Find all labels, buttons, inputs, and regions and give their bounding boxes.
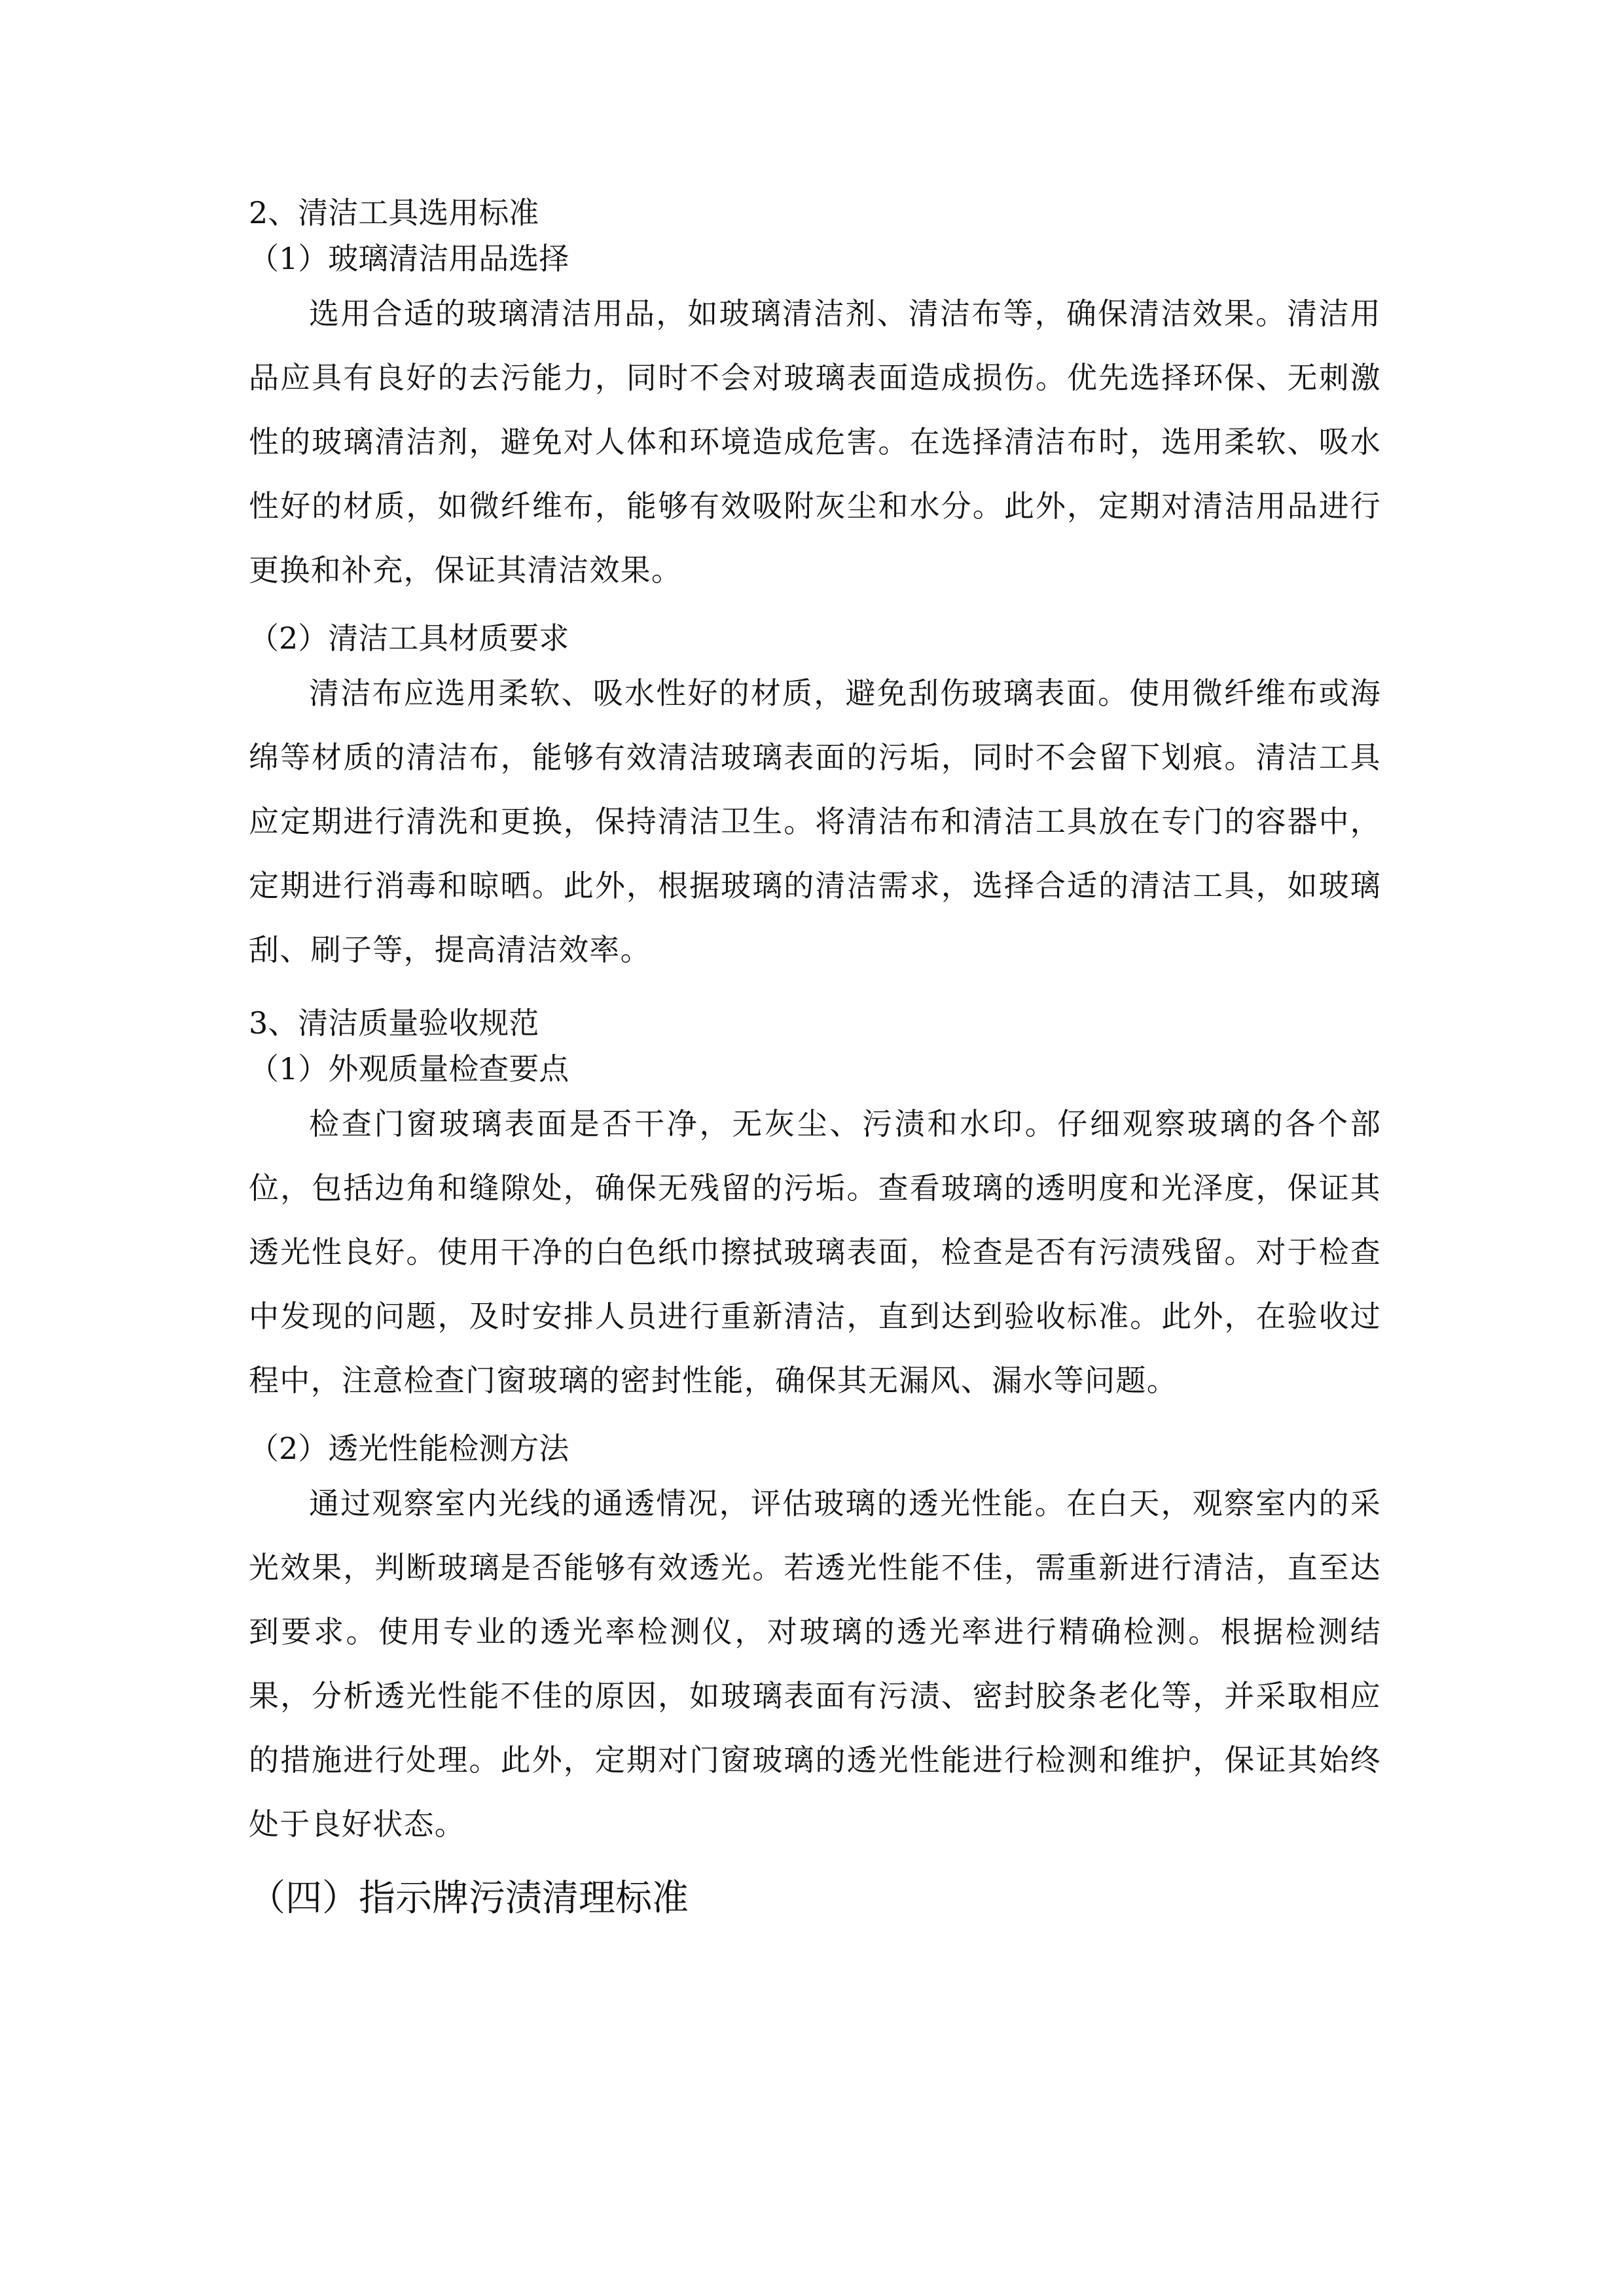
- section-heading-quality-acceptance: 3、清洁质量验收规范: [249, 1005, 539, 1041]
- subsection-title-appearance-check: （1）外观质量检查要点: [249, 1051, 569, 1086]
- subsection-title-tool-materials: （2）清洁工具材质要求: [249, 620, 569, 656]
- subsection-title-light-transmission: （2）透光性能检测方法: [249, 1431, 569, 1466]
- document-body: [249, 190, 1381, 1928]
- section-heading-tool-selection: 2、清洁工具选用标准: [249, 195, 539, 230]
- paragraph-appearance-check: 检查门窗玻璃表面是否干净，无灰尘、污渍和水印。仔细观察玻璃的各个部位，包括边角和缝隙处，确保无残留的污垢。查看玻璃的透明度和光泽度，保证其透光性良好。使用干净的白色纸巾擦拭玻璃表面，检查是否有污渍残留。对于检查中发现的问题，及时安排人员进行重新清洁，直到达到验收标准。此外，在验收过程中，注意检查门窗玻璃的密封性能，确保其无漏风、漏水等问题。: [249, 1106, 1381, 1398]
- section-heading-sign-stain-cleaning: （四）指示牌污渍清理标准: [249, 1877, 689, 1920]
- paragraph-tool-materials: 清洁布应选用柔软、吸水性好的材质，避免刮伤玻璃表面。使用微纤维布或海绵等材质的清洁布，能够有效清洁玻璃表面的污垢，同时不会留下划痕。清洁工具应定期进行清洗和更换，保持清洁卫生。将清洁布和清洁工具放在专门的容器中，定期进行消毒和晾晒。此外，根据玻璃的清洁需求，选择合适的清洁工具，如玻璃刮、刷子等，提高清洁效率。: [249, 675, 1381, 967]
- paragraph-cleaning-supplies: 选用合适的玻璃清洁用品，如玻璃清洁剂、清洁布等，确保清洁效果。清洁用品应具有良好的去污能力，同时不会对玻璃表面造成损伤。优先选择环保、无刺激性的玻璃清洁剂，避免对人体和环境造成危害。在选择清洁布时，选用柔软、吸水性好的材质，如微纤维布，能够有效吸附灰尘和水分。此外，定期对清洁用品进行更换和补充，保证其清洁效果。: [249, 296, 1381, 588]
- subsection-title-cleaning-supplies: （1）玻璃清洁用品选择: [249, 241, 569, 276]
- paragraph-light-transmission: 通过观察室内光线的通透情况，评估玻璃的透光性能。在白天，观察室内的采光效果，判断玻璃是否能够有效透光。若透光性能不佳，需重新进行清洁，直至达到要求。使用专业的透光率检测仪，对玻璃的透光率进行精确检测。根据检测结果，分析透光性能不佳的原因，如玻璃表面有污渍、密封胶条老化等，并采取相应的措施进行处理。此外，定期对门窗玻璃的透光性能进行检测和维护，保证其始终处于良好状态。: [249, 1486, 1381, 1842]
